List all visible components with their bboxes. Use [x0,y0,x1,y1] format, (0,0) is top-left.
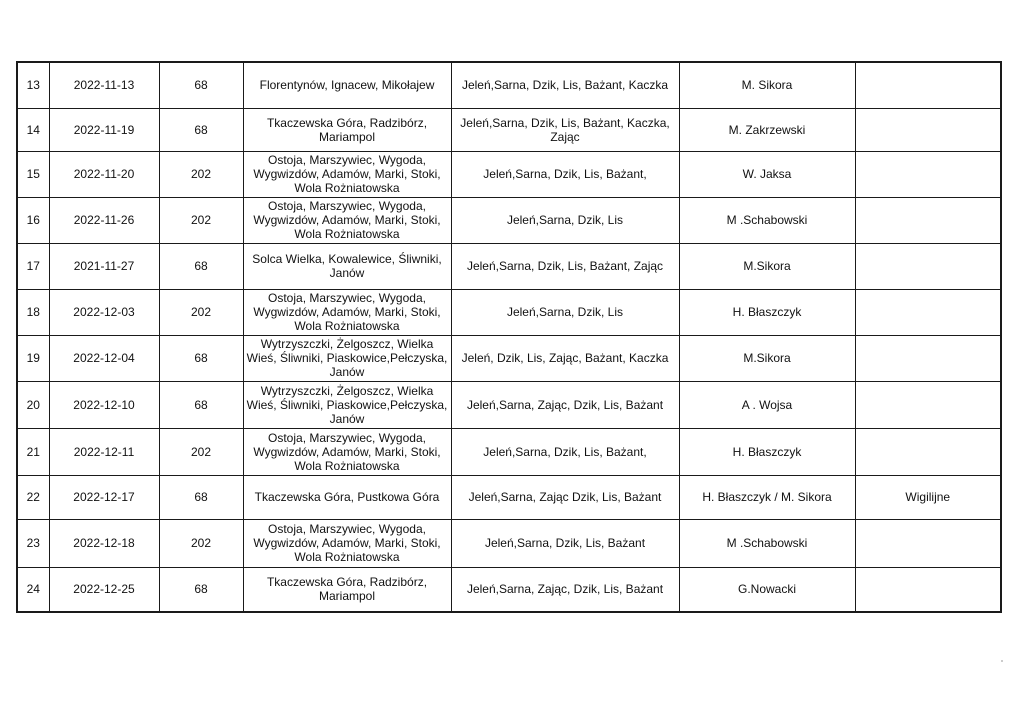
game-species: Jeleń,Sarna, Dzik, Lis, Bażant, Zając [451,243,679,289]
row-number: 21 [17,428,49,475]
hunt-leader: H. Błaszczyk / M. Sikora [679,475,855,519]
row-number: 16 [17,197,49,243]
hunt-area: Tkaczewska Góra, Radzibórz, Mariampol [243,108,451,151]
circuit-number: 68 [159,243,243,289]
table-row [17,243,1001,289]
hunt-area: Wytrzyszczki, Żelgoszcz, Wielka Wieś, Śliwniki, Piaskowice,Pełczyska, Janów [243,381,451,428]
row-number: 20 [17,381,49,428]
hunt-area: Florentynów, Ignacew, Mikołajew [243,62,451,108]
game-species: Jeleń,Sarna, Dzik, Lis, Bażant, [451,151,679,197]
hunt-note [855,151,1001,197]
table-row [17,567,1001,612]
hunt-note [855,289,1001,335]
hunt-leader: M.Sikora [679,335,855,381]
hunt-date: 2021-11-27 [49,243,159,289]
game-species: Jeleń, Dzik, Lis, Zając, Bażant, Kaczka [451,335,679,381]
circuit-number: 202 [159,289,243,335]
hunt-area: Ostoja, Marszywiec, Wygoda, Wygwizdów, Adamów, Marki, Stoki, Wola Rożniatowska [243,428,451,475]
hunt-note [855,62,1001,108]
game-species: Jeleń,Sarna, Dzik, Lis, Bażant [451,519,679,567]
hunt-date: 2022-11-20 [49,151,159,197]
hunt-date: 2022-11-19 [49,108,159,151]
hunt-note [855,567,1001,612]
hunt-note [855,335,1001,381]
hunt-date: 2022-12-11 [49,428,159,475]
table-row [17,335,1001,381]
game-species: Jeleń,Sarna, Dzik, Lis, Bażant, Kaczka, Zając [451,108,679,151]
row-number: 23 [17,519,49,567]
row-number: 13 [17,62,49,108]
hunt-area: Ostoja, Marszywiec, Wygoda, Wygwizdów, Adamów, Marki, Stoki, Wola Rożniatowska [243,519,451,567]
hunt-area: Ostoja, Marszywiec, Wygoda, Wygwizdów, Adamów, Marki, Stoki, Wola Rożniatowska [243,289,451,335]
hunt-leader: A . Wojsa [679,381,855,428]
hunt-leader: M. Sikora [679,62,855,108]
hunt-area: Tkaczewska Góra, Radzibórz, Mariampol [243,567,451,612]
hunt-leader: G.Nowacki [679,567,855,612]
hunt-date: 2022-12-25 [49,567,159,612]
table-row [17,381,1001,428]
hunt-note [855,108,1001,151]
game-species: Jeleń,Sarna, Zając, Dzik, Lis, Bażant [451,567,679,612]
game-species: Jeleń,Sarna, Zając, Dzik, Lis, Bażant [451,381,679,428]
hunt-note [855,197,1001,243]
row-number: 22 [17,475,49,519]
table-row [17,62,1001,108]
hunt-date: 2022-12-18 [49,519,159,567]
circuit-number: 68 [159,62,243,108]
circuit-number: 202 [159,197,243,243]
table-row [17,475,1001,519]
circuit-number: 202 [159,519,243,567]
hunt-area: Wytrzyszczki, Żelgoszcz, Wielka Wieś, Śliwniki, Piaskowice,Pełczyska, Janów [243,335,451,381]
table-row [17,289,1001,335]
hunt-leader: M .Schabowski [679,197,855,243]
hunt-date: 2022-11-13 [49,62,159,108]
hunt-area: Tkaczewska Góra, Pustkowa Góra [243,475,451,519]
hunt-note: Wigilijne [855,475,1001,519]
table-row [17,197,1001,243]
table-row [17,151,1001,197]
hunt-note [855,381,1001,428]
scan-speck [1001,660,1003,662]
hunt-date: 2022-11-26 [49,197,159,243]
hunt-note [855,428,1001,475]
circuit-number: 68 [159,108,243,151]
hunt-leader: H. Błaszczyk [679,428,855,475]
hunt-note [855,243,1001,289]
table-row [17,428,1001,475]
hunt-date: 2022-12-17 [49,475,159,519]
circuit-number: 68 [159,381,243,428]
hunt-area: Ostoja, Marszywiec, Wygoda, Wygwizdów, Adamów, Marki, Stoki, Wola Rożniatowska [243,151,451,197]
hunt-area: Ostoja, Marszywiec, Wygoda, Wygwizdów, Adamów, Marki, Stoki, Wola Rożniatowska [243,197,451,243]
hunt-date: 2022-12-03 [49,289,159,335]
table-row [17,519,1001,567]
hunt-schedule-table [16,61,1002,613]
hunt-date: 2022-12-10 [49,381,159,428]
game-species: Jeleń,Sarna, Dzik, Lis, Bażant, [451,428,679,475]
hunt-leader: M. Zakrzewski [679,108,855,151]
hunt-leader: M .Schabowski [679,519,855,567]
hunt-leader: M.Sikora [679,243,855,289]
row-number: 19 [17,335,49,381]
circuit-number: 68 [159,475,243,519]
game-species: Jeleń,Sarna, Dzik, Lis [451,289,679,335]
row-number: 24 [17,567,49,612]
table-row [17,108,1001,151]
circuit-number: 68 [159,567,243,612]
game-species: Jeleń,Sarna, Dzik, Lis [451,197,679,243]
hunt-area: Solca Wielka, Kowalewice, Śliwniki, Janów [243,243,451,289]
row-number: 15 [17,151,49,197]
row-number: 14 [17,108,49,151]
circuit-number: 202 [159,428,243,475]
hunt-leader: H. Błaszczyk [679,289,855,335]
hunt-date: 2022-12-04 [49,335,159,381]
row-number: 17 [17,243,49,289]
circuit-number: 202 [159,151,243,197]
game-species: Jeleń,Sarna, Zając Dzik, Lis, Bażant [451,475,679,519]
game-species: Jeleń,Sarna, Dzik, Lis, Bażant, Kaczka [451,62,679,108]
hunt-note [855,519,1001,567]
circuit-number: 68 [159,335,243,381]
row-number: 18 [17,289,49,335]
hunt-leader: W. Jaksa [679,151,855,197]
